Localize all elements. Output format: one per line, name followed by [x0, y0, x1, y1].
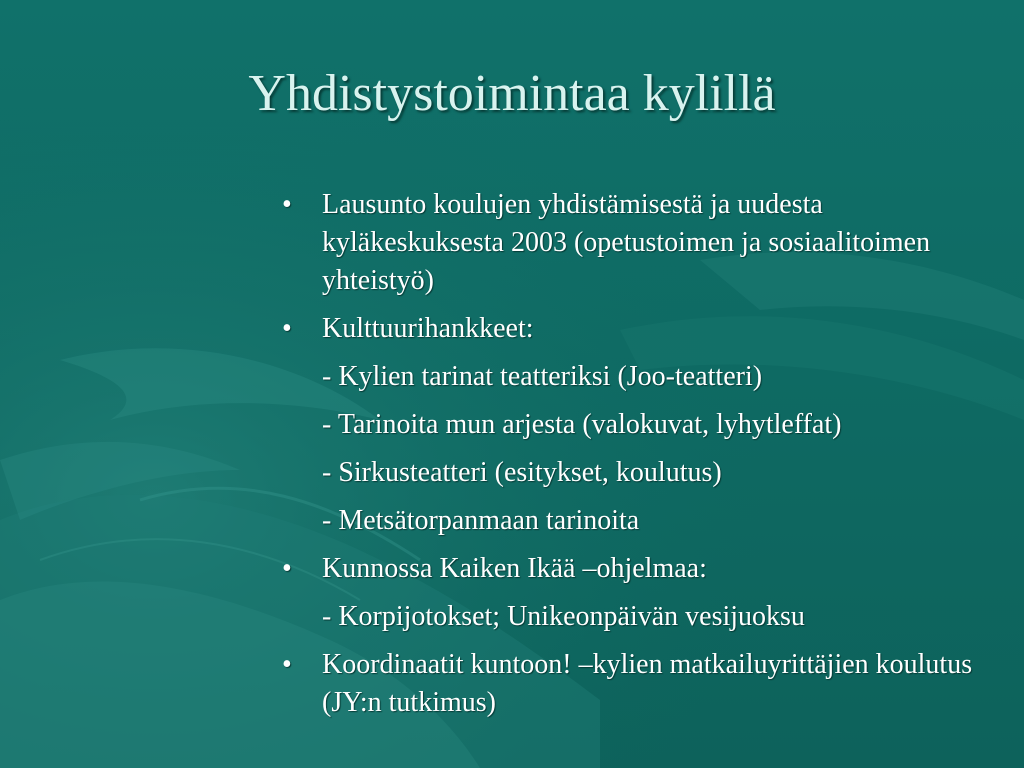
sub-list-item-text: - Sirkusteatteri (esitykset, koulutus) [322, 457, 722, 488]
list-item-text: Koordinaatit kuntoon! –kylien matkailuyrittäjien koulutus (JY:n tutkimus) [322, 649, 973, 718]
sub-list-item [282, 598, 1002, 636]
sub-list-item-text: - Metsätorpanmaan tarinoita [322, 505, 640, 536]
list-item [282, 186, 1002, 300]
sub-list-item [282, 454, 1002, 492]
bullet-icon: • [282, 649, 292, 680]
list-item [282, 310, 1002, 348]
bullet-icon: • [282, 313, 292, 344]
bullet-icon: • [282, 553, 292, 584]
list-item-text: Kunnossa Kaiken Ikää –ohjelmaa: [322, 553, 707, 584]
slide-title: Yhdistystoimintaa kylillä [248, 65, 776, 122]
list-item-text: Kulttuurihankkeet: [322, 313, 534, 344]
list-item [282, 550, 1002, 588]
sub-list-item-text: - Tarinoita mun arjesta (valokuvat, lyhytleffat) [322, 409, 842, 440]
list-item [282, 646, 1002, 722]
sub-list-item [282, 358, 1002, 396]
bullet-icon: • [282, 189, 292, 220]
sub-list-item [282, 406, 1002, 444]
sub-list-item-text: - Korpijotokset; Unikeonpäivän vesijuoksu [322, 601, 805, 632]
sub-list-item-text: - Kylien tarinat teatteriksi (Joo-teatteri) [322, 361, 763, 392]
bullet-list [282, 186, 1002, 732]
list-item-text: Lausunto koulujen yhdistämisestä ja uudesta kyläkeskuksesta 2003 (opetustoimen ja sosiaalitoimen yhteistyö) [322, 189, 931, 296]
sub-list-item [282, 502, 1002, 540]
